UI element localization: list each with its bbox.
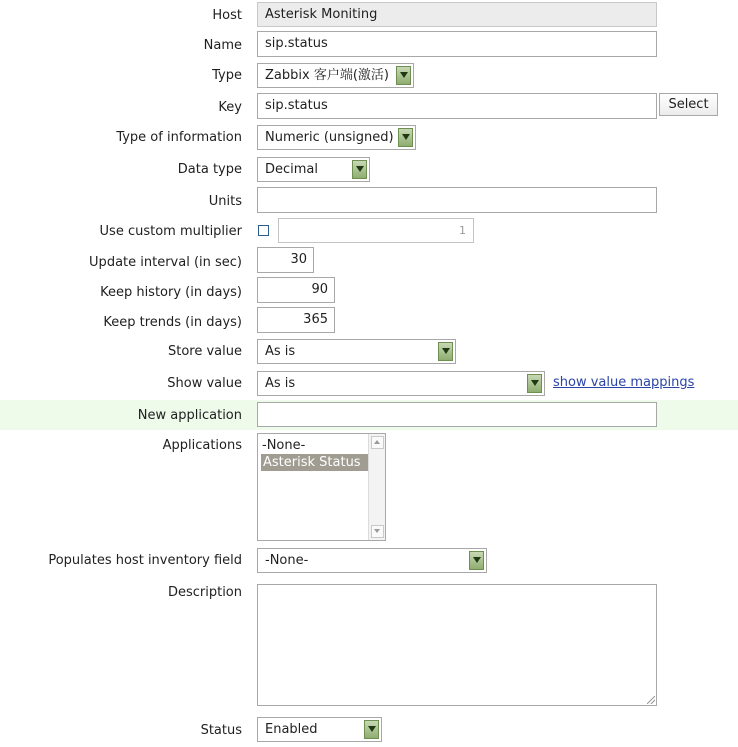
chevron-down-icon bbox=[469, 551, 484, 570]
key-row bbox=[0, 92, 738, 122]
scroll-up-icon[interactable] bbox=[371, 436, 384, 449]
data-type-label: Data type bbox=[177, 162, 242, 177]
inventory-select[interactable] bbox=[257, 548, 487, 573]
store-value-value: As is bbox=[265, 344, 296, 359]
update-interval-label: Update interval (in sec) bbox=[89, 255, 242, 270]
description-label: Description bbox=[167, 585, 242, 600]
show-value-label: Show value bbox=[167, 376, 242, 391]
applications-option-selected[interactable]: Asterisk Status bbox=[261, 454, 382, 471]
keep-trends-input[interactable]: 365 bbox=[257, 307, 335, 333]
update-interval-input[interactable]: 30 bbox=[257, 247, 314, 273]
custom-multiplier-label: Use custom multiplier bbox=[99, 224, 242, 239]
inventory-row bbox=[0, 544, 738, 580]
show-value-select[interactable] bbox=[257, 371, 545, 396]
keep-trends-row bbox=[0, 306, 738, 336]
type-select-value: Zabbix 客户端(激活) bbox=[265, 68, 389, 83]
resize-grip-icon[interactable] bbox=[647, 696, 655, 704]
scroll-down-icon[interactable] bbox=[371, 525, 384, 538]
name-row bbox=[0, 30, 738, 60]
type-row bbox=[0, 60, 738, 92]
status-label: Status bbox=[200, 723, 242, 738]
store-value-label: Store value bbox=[167, 344, 242, 359]
status-select[interactable] bbox=[257, 717, 382, 742]
chevron-down-icon bbox=[396, 66, 411, 85]
data-type-select[interactable] bbox=[257, 157, 370, 182]
keep-history-row bbox=[0, 276, 738, 306]
type-select[interactable] bbox=[257, 63, 414, 88]
applications-label: Applications bbox=[162, 438, 242, 453]
new-application-label: New application bbox=[137, 408, 242, 423]
name-label: Name bbox=[203, 38, 242, 53]
custom-multiplier-row bbox=[0, 216, 738, 246]
applications-option[interactable]: -None- bbox=[262, 438, 306, 453]
new-application-input[interactable] bbox=[257, 402, 657, 427]
host-field: Asterisk Moniting bbox=[257, 2, 657, 27]
chevron-down-icon bbox=[527, 374, 542, 393]
show-value-mappings-link[interactable]: show value mappings bbox=[553, 375, 695, 390]
data-type-value: Decimal bbox=[265, 162, 319, 177]
description-textarea[interactable] bbox=[257, 584, 657, 706]
host-label: Host bbox=[212, 8, 242, 23]
units-row bbox=[0, 186, 738, 216]
description-row bbox=[0, 580, 738, 710]
units-input[interactable] bbox=[257, 187, 657, 213]
type-of-information-select[interactable] bbox=[257, 125, 416, 150]
status-row bbox=[0, 714, 738, 747]
data-type-row bbox=[0, 154, 738, 186]
key-input[interactable]: sip.status bbox=[257, 93, 657, 119]
key-label: Key bbox=[218, 100, 242, 115]
show-value-value: As is bbox=[265, 376, 296, 391]
custom-multiplier-checkbox[interactable] bbox=[258, 225, 269, 236]
keep-history-input[interactable]: 90 bbox=[257, 277, 335, 303]
units-label: Units bbox=[208, 194, 242, 209]
custom-multiplier-input[interactable]: 1 bbox=[278, 218, 474, 243]
applications-listbox[interactable] bbox=[257, 433, 386, 541]
inventory-label: Populates host inventory field bbox=[48, 553, 242, 568]
inventory-value: -None- bbox=[265, 553, 309, 568]
store-value-select[interactable] bbox=[257, 339, 456, 364]
chevron-down-icon bbox=[364, 720, 379, 739]
chevron-down-icon bbox=[352, 160, 367, 179]
update-interval-row bbox=[0, 246, 738, 276]
name-input[interactable]: sip.status bbox=[257, 31, 657, 57]
type-of-information-value: Numeric (unsigned) bbox=[265, 130, 394, 145]
new-application-row bbox=[0, 400, 738, 430]
keep-history-label: Keep history (in days) bbox=[100, 285, 242, 300]
type-label: Type bbox=[212, 68, 242, 83]
store-value-row bbox=[0, 336, 738, 368]
status-value: Enabled bbox=[265, 722, 318, 737]
key-select-button[interactable]: Select bbox=[659, 93, 718, 116]
keep-trends-label: Keep trends (in days) bbox=[103, 315, 242, 330]
chevron-down-icon bbox=[398, 128, 413, 147]
type-of-information-label: Type of information bbox=[116, 130, 242, 145]
applications-scrollbar[interactable] bbox=[368, 434, 385, 540]
show-value-row bbox=[0, 368, 738, 400]
host-row bbox=[0, 0, 738, 30]
applications-row bbox=[0, 430, 738, 544]
chevron-down-icon bbox=[438, 342, 453, 361]
type-of-information-row bbox=[0, 122, 738, 154]
